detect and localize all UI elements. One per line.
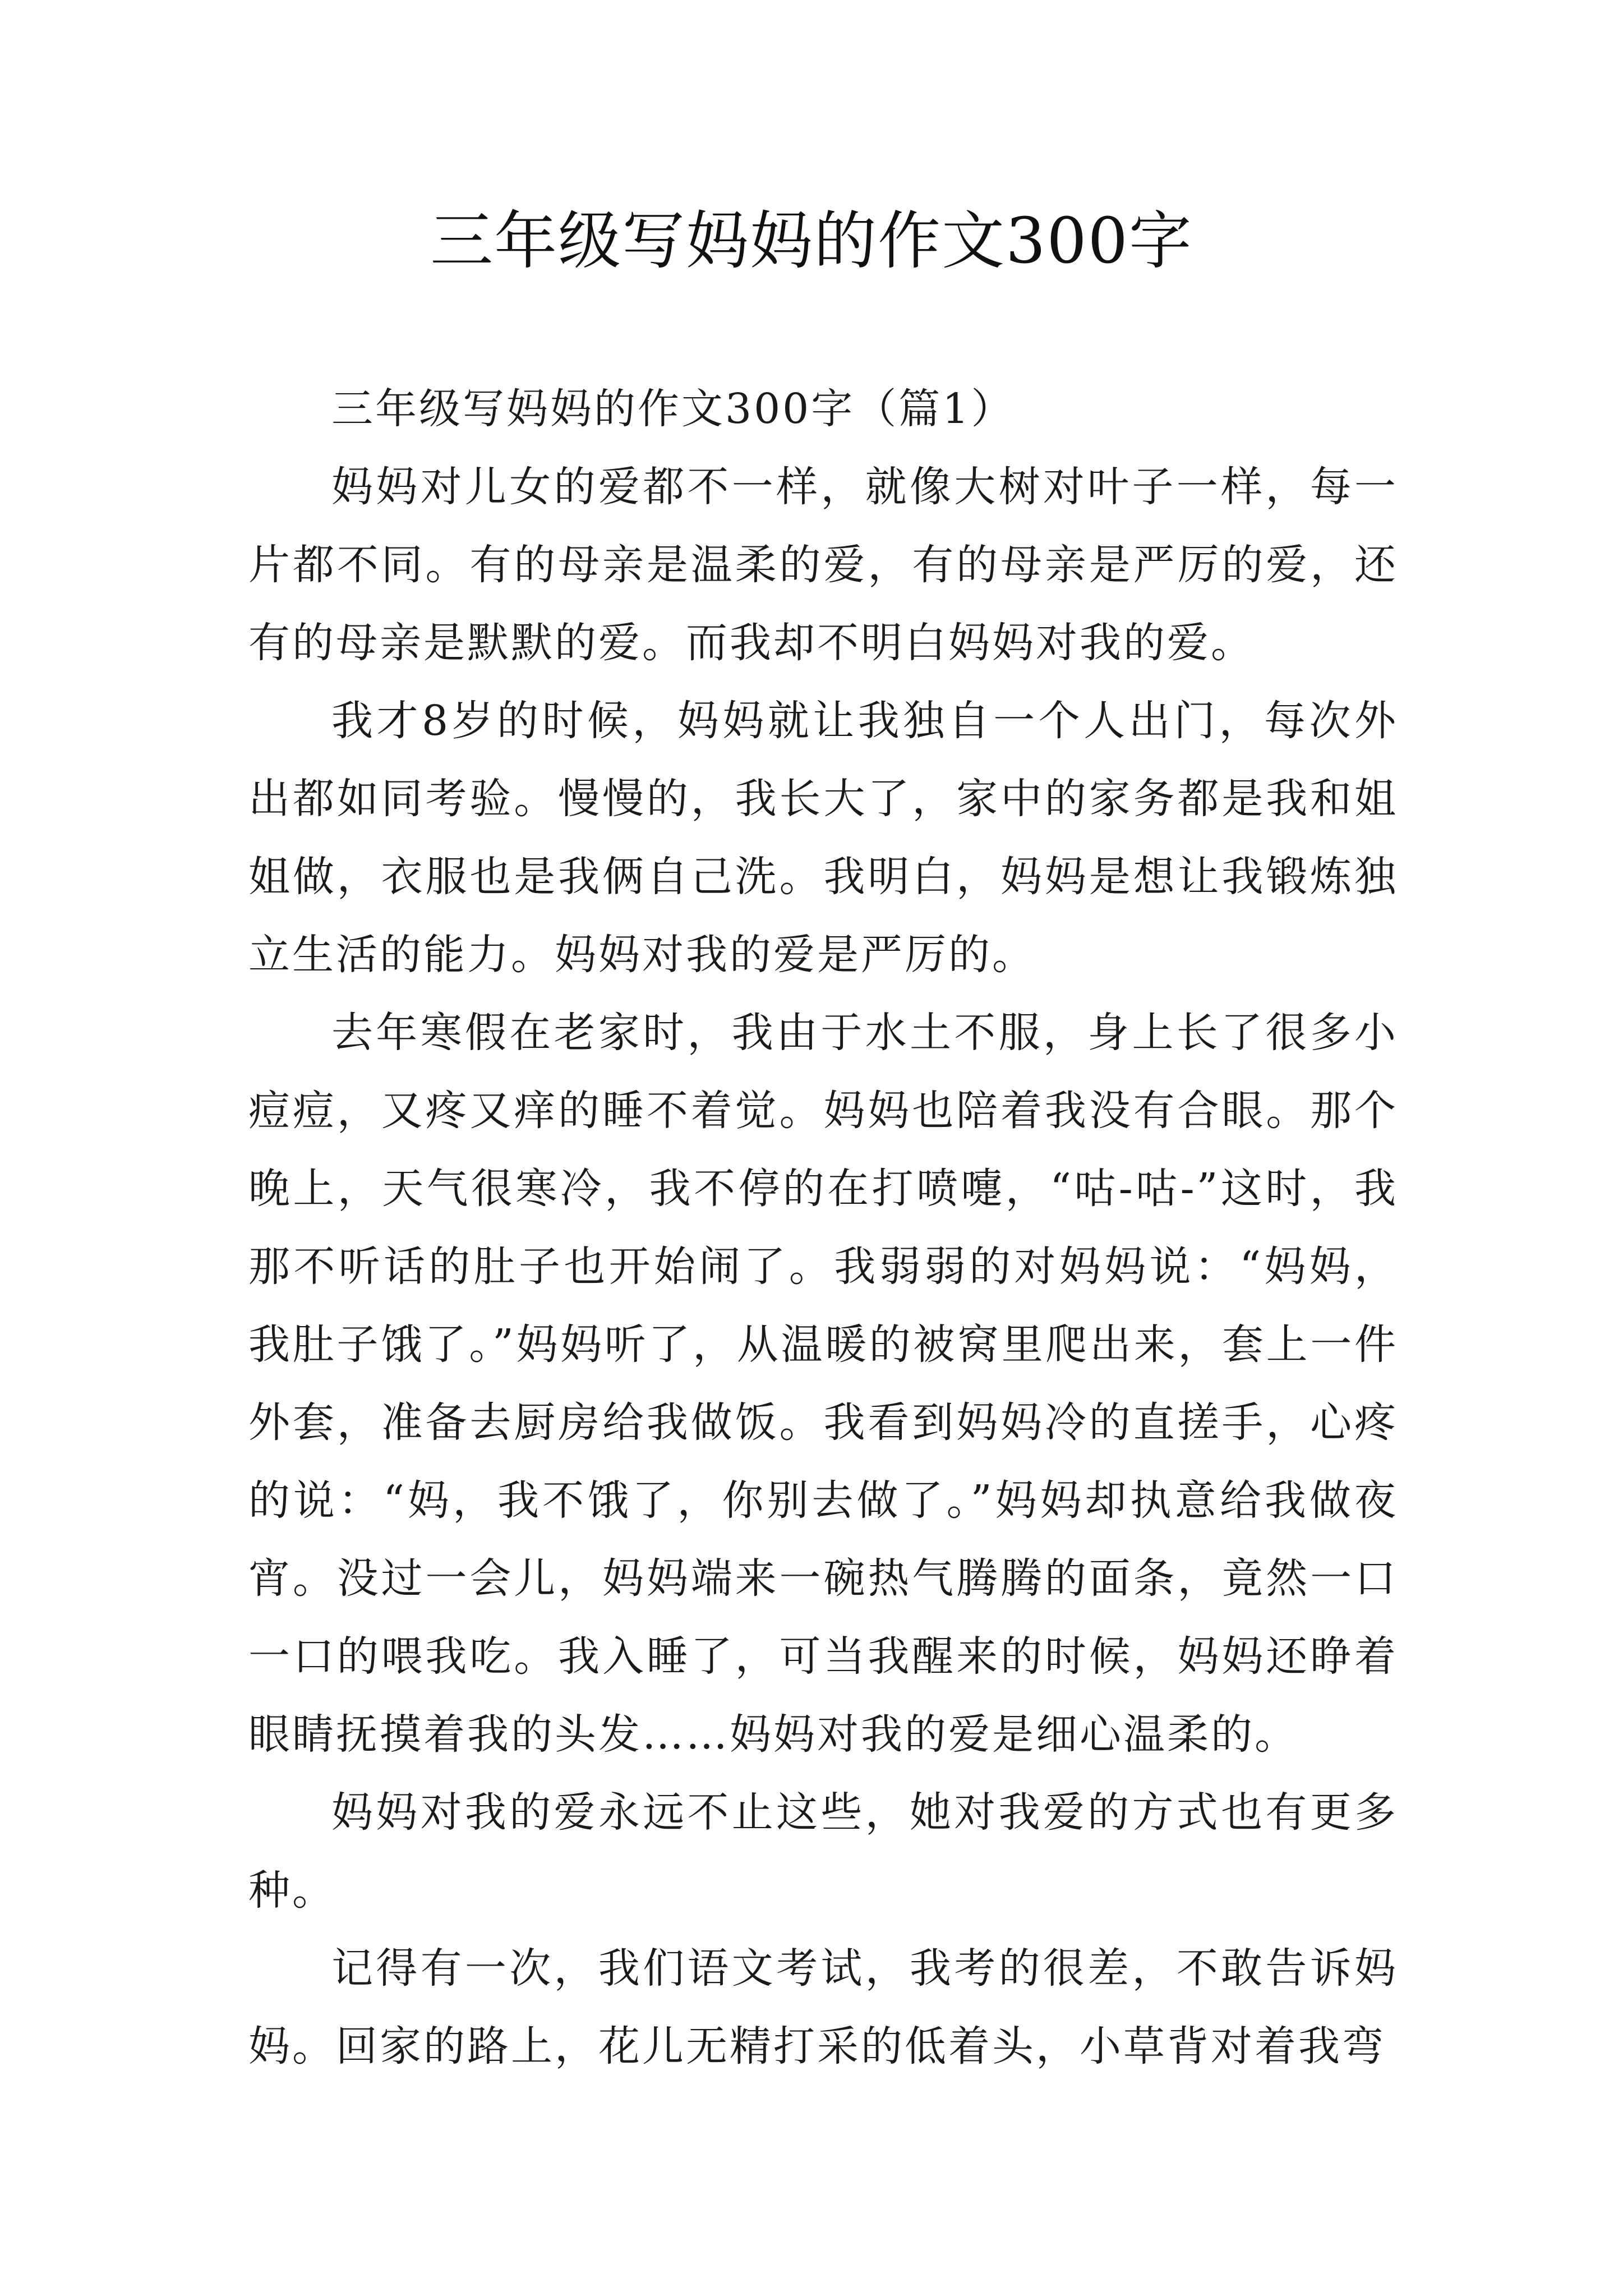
paragraph-5: 记得有一次，我们语文考试，我考的很差，不敢告诉妈妈。回家的路上，花儿无精打采的低着头，小草背对着我弯: [248, 1944, 1398, 2070]
paragraph-4: 妈妈对我的爱永远不止这些，她对我爱的方式也有更多种。: [248, 1788, 1398, 1915]
document-body: [248, 370, 1398, 2086]
section-heading: 三年级写妈妈的作文300字（篇1）: [331, 385, 1015, 433]
paragraph-1: 妈妈对儿女的爱都不一样，就像大树对叶子一样，每一片都不同。有的母亲是温柔的爱，有的母亲是严厉的爱，还有的母亲是默默的爱。而我却不明白妈妈对我的爱。: [248, 463, 1398, 667]
paragraph-2: 我才8岁的时候，妈妈就让我独自一个人出门，每次外出都如同考验。慢慢的，我长大了，家中的家务都是我和姐姐做，衣服也是我俩自己洗。我明白，妈妈是想让我锻炼独立生活的能力。妈妈对我的爱是严厉的。: [248, 697, 1398, 979]
paragraph-3: 去年寒假在老家时，我由于水土不服，身上长了很多小痘痘，又疼又痒的睡不着觉。妈妈也陪着我没有合眼。那个晚上，天气很寒冷，我不停的在打喷嚏，“咕-咕-”这时，我那不听话的肚子也开始闹了。我弱弱的对妈妈说：“妈妈，我肚子饿了。”妈妈听了，从温暖的被窝里爬出来，套上一件外套，准备去厨房给我做饭。我看到妈妈冷的直搓手，心疼的说：“妈，我不饿了，你别去做了。”妈妈却执意给我做夜宵。没过一会儿，妈妈端来一碗热气腾腾的面条，竟然一口一口的喂我吃。我入睡了，可当我醒来的时候，妈妈还睁着眼睛抚摸着我的头发……妈妈对我的爱是细心温柔的。: [248, 1009, 1398, 1759]
document-title: 三年级写妈妈的作文300字: [430, 205, 1193, 278]
